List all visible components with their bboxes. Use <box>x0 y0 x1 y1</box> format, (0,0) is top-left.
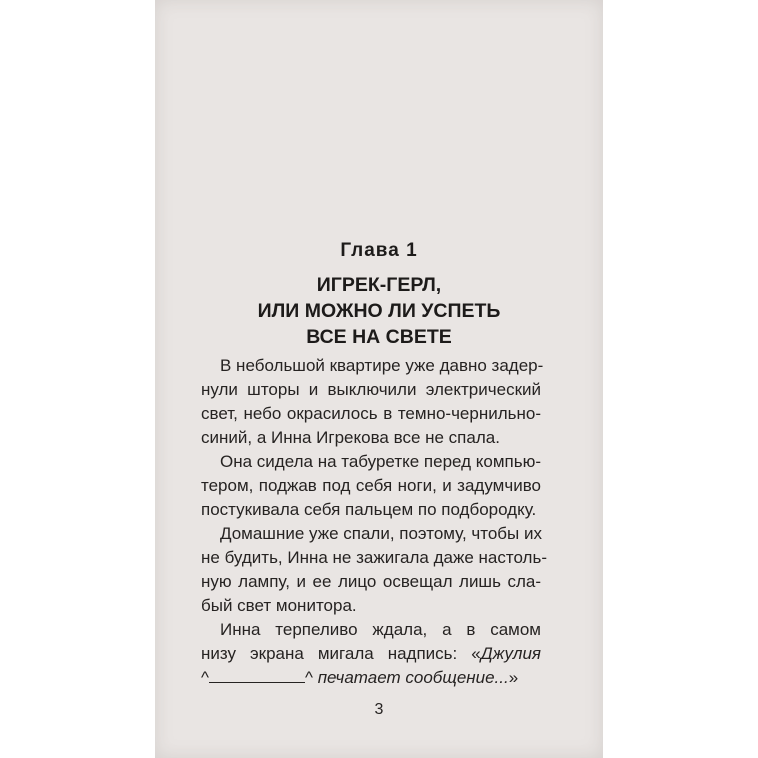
text-line-with-blank <box>201 666 541 690</box>
body-text <box>201 354 547 690</box>
text-line: Инна терпеливо ждала, а в самом <box>220 620 541 639</box>
text-line: постукивала себя пальцем по подбородку. <box>201 500 537 519</box>
text-line: бый свет монитора. <box>201 596 357 615</box>
caret-right: ^ <box>304 668 313 687</box>
book-page <box>155 0 603 758</box>
chapter-title: Глава 1 <box>340 240 418 261</box>
text-segment: низу экрана мигала надпись: « <box>201 644 481 663</box>
text-line: не будить, Инна не зажигала даже настоль- <box>201 548 547 567</box>
italic-typing-text: печатает сообщение... <box>317 668 509 687</box>
caret-left: ^ <box>201 668 209 687</box>
text-line: В небольшой квартире уже давно задер- <box>220 356 544 375</box>
text-line: Она сидела на табуретке перед компью- <box>220 452 541 471</box>
text-line: тером, поджав под себя ноги, и задумчиво <box>201 476 541 495</box>
closing-quote: » <box>508 668 519 687</box>
heading-line-1: ИГРЕК-ГЕРЛ, <box>316 274 442 296</box>
text-line: Домашние уже спали, поэтому, чтобы их <box>220 524 542 543</box>
page-number: 3 <box>374 701 384 718</box>
text-line: синий, а Инна Игрекова все не спала. <box>201 428 500 447</box>
text-line-with-italic <box>201 642 541 666</box>
bleed-through-texture <box>175 45 575 229</box>
italic-name: Джулия <box>480 644 541 663</box>
heading-line-2: ИЛИ МОЖНО ЛИ УСПЕТЬ <box>257 300 501 322</box>
text-line: свет, небо окрасилось в темно-чернильно- <box>201 404 541 423</box>
text-line: нули шторы и выключили электрический <box>201 380 541 399</box>
text-line: ную лампу, и ее лицо освещал лишь сла- <box>201 572 541 591</box>
chapter-heading <box>155 272 603 350</box>
underline-blank <box>209 667 305 683</box>
heading-line-3: ВСЕ НА СВЕТЕ <box>306 326 452 348</box>
